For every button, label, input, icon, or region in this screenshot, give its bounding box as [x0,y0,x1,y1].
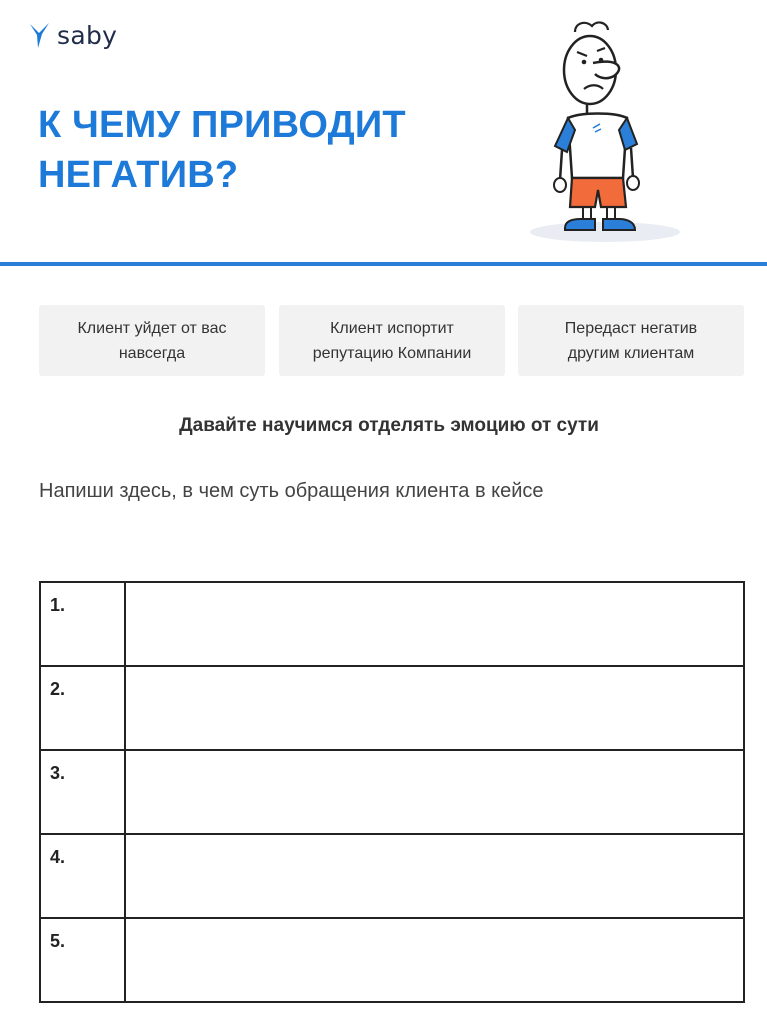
answer-cell[interactable] [125,666,744,750]
row-number: 2. [40,666,125,750]
logo-text: saby [57,21,118,50]
page-title [38,100,498,200]
table-row [40,582,744,666]
answer-cell[interactable] [125,834,744,918]
instruction-text: Напиши здесь, в чем суть обращения клиента в кейсе [39,480,544,502]
table-row [40,666,744,750]
card-text-line: Клиент уйдет от вас [77,319,227,337]
card-text-line: другим клиентам [567,344,695,362]
card-text-line: Передаст негатив [564,319,698,337]
row-number: 1. [40,582,125,666]
row-number: 3. [40,750,125,834]
answer-table [39,581,745,1003]
card-text-line: репутацию Компании [312,344,472,362]
card-text-line: Клиент испортит [330,319,454,337]
row-number: 5. [40,918,125,1002]
header-divider [0,262,767,266]
row-number: 4. [40,834,125,918]
answer-cell[interactable] [125,582,744,666]
consequence-card-leave-forever [39,305,265,376]
answer-cell[interactable] [125,750,744,834]
title-line-1: К ЧЕМУ ПРИВОДИТ [38,104,406,146]
card-text-line: навсегда [118,344,186,362]
consequence-card-reputation [279,305,505,376]
answer-cell[interactable] [125,918,744,1002]
table-row [40,918,744,1002]
saby-bird-icon [29,22,51,50]
sad-cartoon-man-illustration [515,18,685,250]
section-subtitle: Давайте научимся отделять эмоцию от сути [179,415,599,436]
table-row [40,834,744,918]
consequence-card-spread-negativity [518,305,744,376]
saby-logo [29,20,117,52]
title-line-2: НЕГАТИВ? [38,154,239,196]
table-row [40,750,744,834]
